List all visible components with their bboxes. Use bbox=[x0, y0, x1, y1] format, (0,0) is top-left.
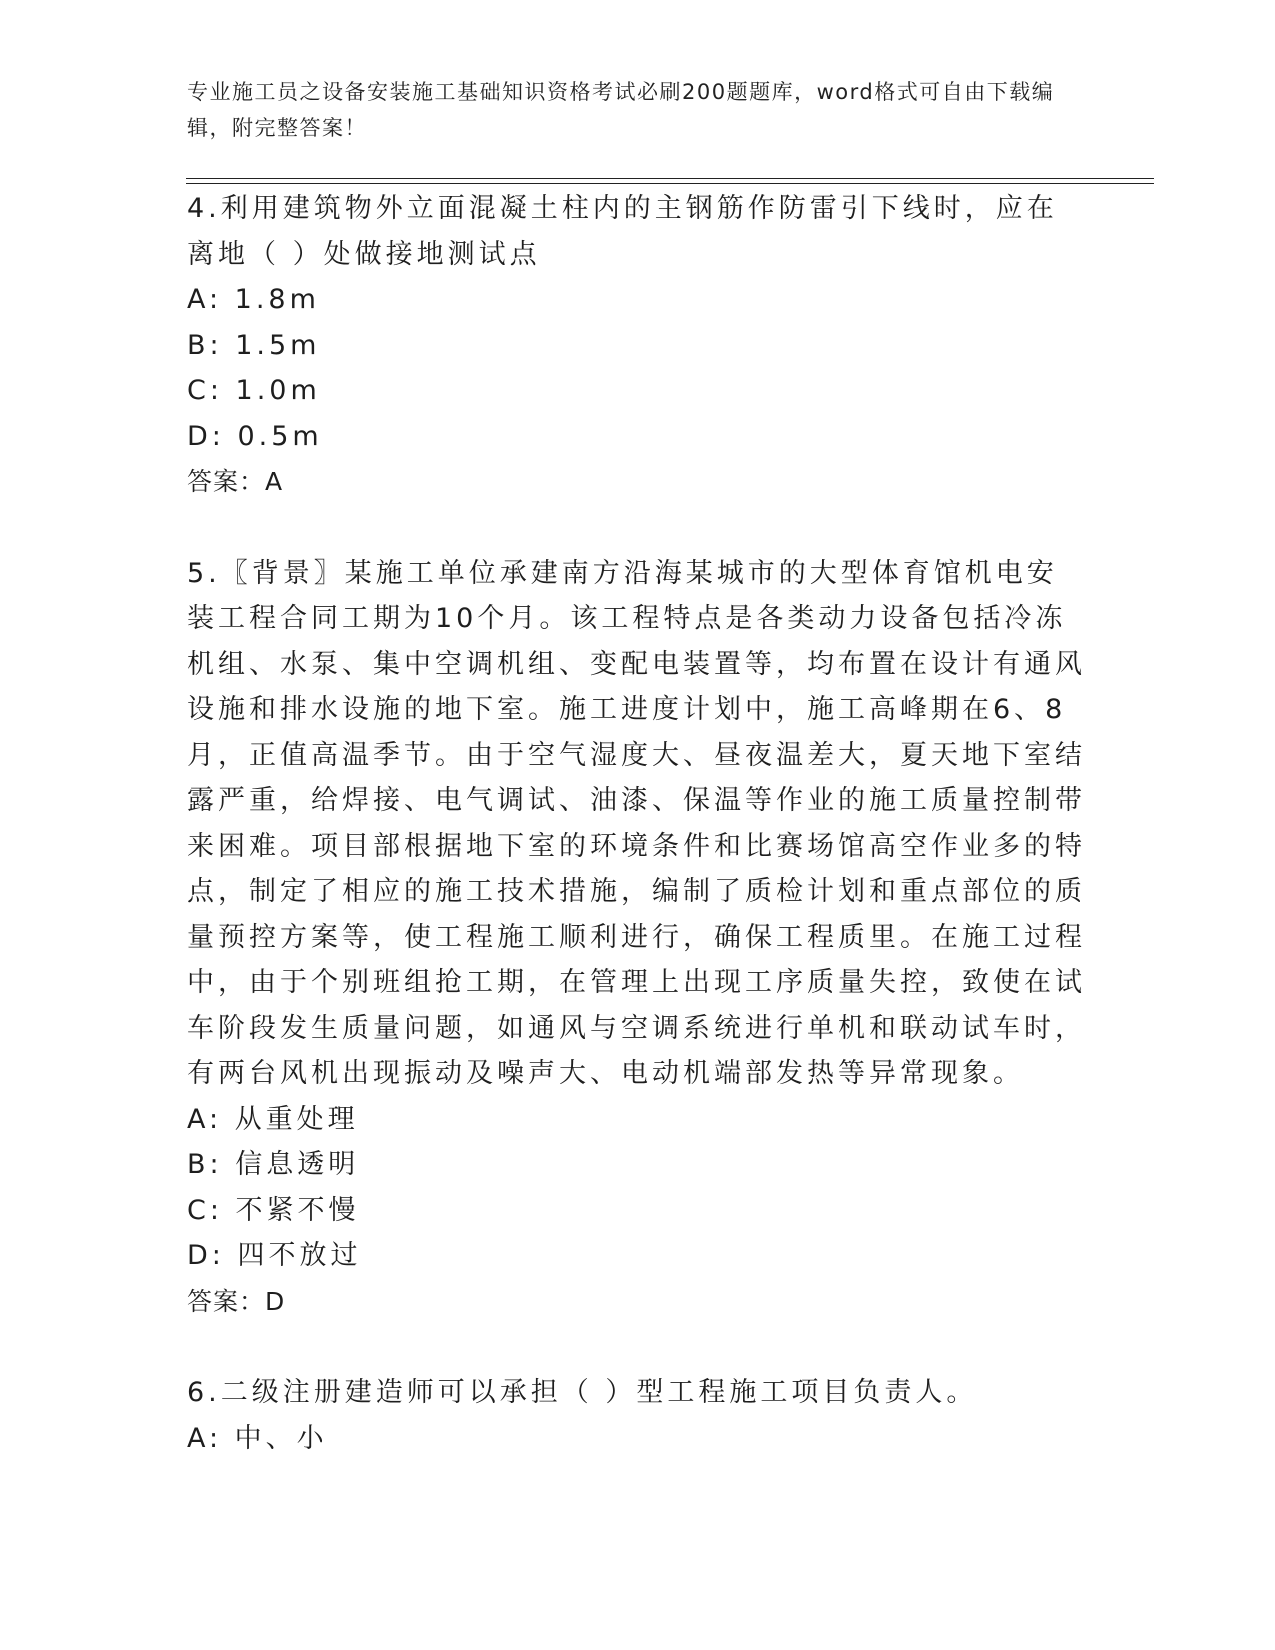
header-divider-bottom bbox=[186, 183, 1154, 184]
option-b: B: 信息透明 bbox=[187, 1149, 360, 1180]
option-c: C: 1.0m bbox=[187, 375, 321, 406]
question-list bbox=[187, 186, 1087, 1461]
question-4 bbox=[187, 186, 1087, 505]
header-divider-top bbox=[186, 178, 1154, 179]
document-header bbox=[187, 74, 1067, 146]
question-stem: 4.利用建筑物外立面混凝土柱内的主钢筋作防雷引下线时，应在离地（ ）处做接地测试点 bbox=[187, 193, 1058, 270]
option-b: B: 1.5m bbox=[187, 329, 321, 361]
question-5 bbox=[187, 551, 1087, 1325]
answer-label: 答案：A bbox=[187, 467, 284, 496]
answer-label: 答案：D bbox=[187, 1286, 286, 1316]
question-6 bbox=[187, 1370, 1087, 1461]
option-d: D: 四不放过 bbox=[187, 1240, 362, 1271]
option-a: A: 从重处理 bbox=[187, 1103, 359, 1135]
option-a: A: 1.8m bbox=[187, 284, 320, 315]
question-spacer bbox=[187, 1324, 1087, 1370]
question-stem: 5.〖背景〗某施工单位承建南方沿海某城市的大型体育馆机电安装工程合同工期为10个月。该工程特点是各类动力设备包括冷冻机组、水泵、集中空调机组、变配电装置等，均布置在设计有通风设施和排水设施的地下室。施工进度计划中，施工高峰期在6、8月，正值高温季节。由于空气湿度大、昼夜温差大，夏天地下室结露严重，给焊接、电气调试、油漆、保温等作业的施工质量控制带来困难。项目部根据地下室的环境条件和比赛场馆高空作业多的特点，制定了相应的施工技术措施，编制了质检计划和重点部位的质量预控方案等，使工程施工顺利进行，确保工程质里。在施工过程中，由于个别班组抢工期，在管理上出现工序质量失控，致使在试车阶段发生质量问题，如通风与空调系统进行单机和联动试车时，有两台风机出现振动及噪声大、电动机端部发热等异常现象。 bbox=[187, 557, 1086, 1089]
question-spacer bbox=[187, 505, 1087, 551]
option-d: D: 0.5m bbox=[187, 420, 323, 452]
header-title: 专业施工员之设备安装施工基础知识资格考试必刷200题题库，word格式可自由下载编辑，附完整答案！ bbox=[187, 80, 1055, 140]
option-a: A: 中、小 bbox=[187, 1422, 328, 1454]
option-c: C: 不紧不慢 bbox=[187, 1194, 360, 1226]
question-stem: 6.二级注册建造师可以承担（ ）型工程施工项目负责人。 bbox=[187, 1377, 978, 1408]
